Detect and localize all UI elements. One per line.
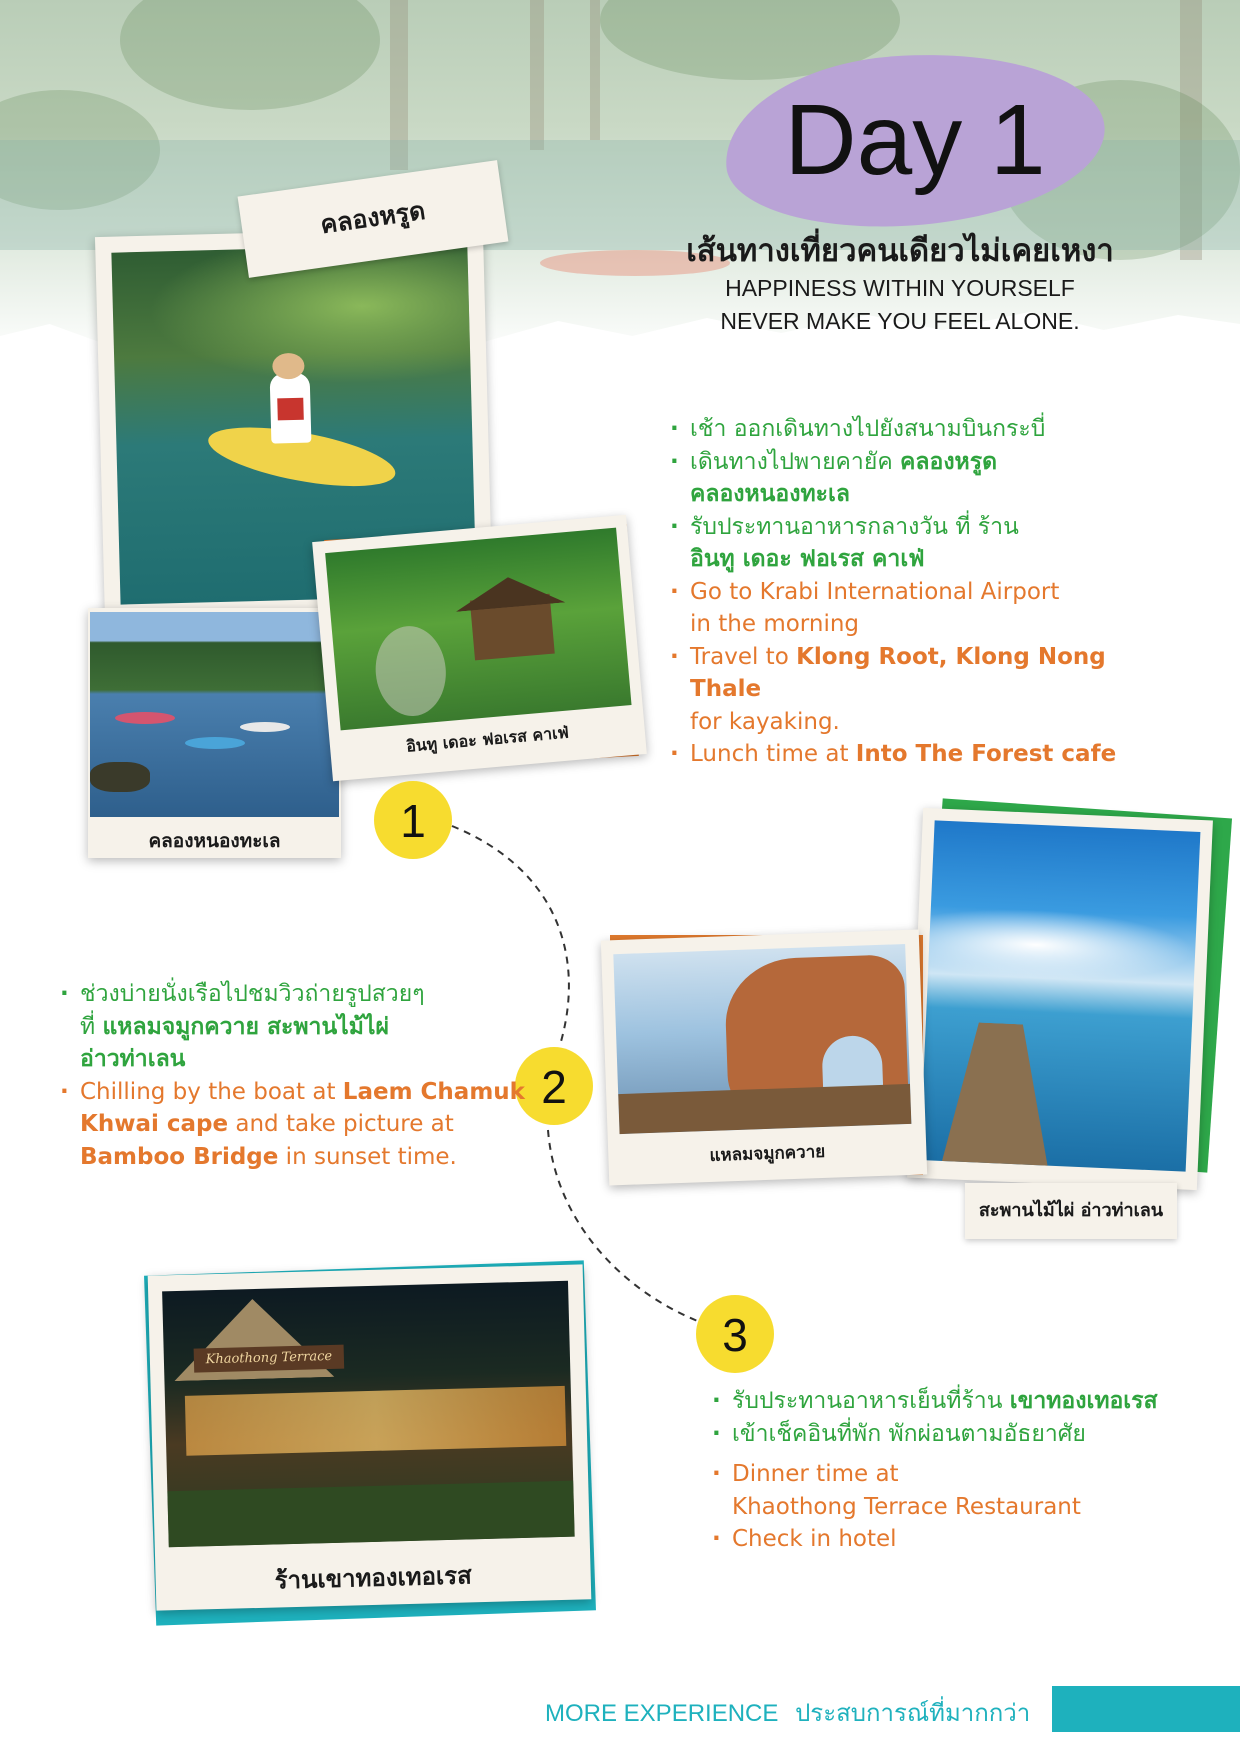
section2-item-th1: · ช่วงบ่ายนั่งเรือไปชมวิวถ่ายรูปสวยๆ ที่ แหลมจมูกควาย สะพานไม้ไผ่ อ่าวท่าเลน — [60, 978, 530, 1076]
day-title: Day 1 — [784, 84, 1046, 196]
footer-accent-bar — [1052, 1686, 1240, 1732]
stop-1-badge: 1 — [374, 781, 452, 859]
section1-item-en1: · Go to Krabi International Airport in the morning — [670, 576, 1170, 641]
stop-3-badge: 3 — [696, 1295, 774, 1373]
restaurant-sign: Khaothong Terrace — [194, 1345, 345, 1373]
photo-laem-chamuk — [601, 930, 927, 1186]
caption-into-forest-cafe: อินทู เดอะ ฟอเรส คาเฟ่ — [405, 722, 570, 756]
caption-khlong-nong-thale: คลองหนองทะเล — [148, 830, 281, 852]
footer-eng: MORE EXPERIENCE — [545, 1700, 779, 1727]
caption-laem-chamuk: แหลมจมูกควาย — [709, 1141, 826, 1166]
label-bamboo-bridge-text: สะพานไม้ไผ่ อ่าวท่าเลน — [978, 1200, 1164, 1221]
section3-item-th2: · เข้าเช็คอินที่พัก พักผ่อนตามอัธยาศัย — [712, 1418, 1232, 1451]
section1-item-en2: · Travel to Klong Root, Klong Nong Thale for kayaking. — [670, 641, 1170, 739]
section3-item-en2: · Check in hotel — [712, 1523, 1232, 1556]
section1-item-th3: · รับประทานอาหารกลางวัน ที่ ร้าน อินทู เดอะ ฟอเรส คาเฟ่ — [670, 511, 1170, 576]
rock-arch-image — [613, 944, 911, 1134]
photo-khaothong-terrace — [148, 1264, 592, 1610]
bamboo-bridge-image — [920, 820, 1201, 1171]
label-bamboo-bridge — [965, 1183, 1177, 1239]
stop-2-badge: 2 — [515, 1047, 593, 1125]
section3-list — [712, 1385, 1232, 1556]
english-subtitle-line2: NEVER MAKE YOU FEEL ALONE. — [720, 308, 1080, 334]
english-subtitle-line1: HAPPINESS WITHIN YOURSELF — [725, 275, 1075, 301]
thai-subtitle: เส้นทางเที่ยวคนเดียวไม่เคยเหงา — [686, 233, 1114, 269]
footer-thai: ประสบการณ์ที่มากกว่า — [795, 1700, 1031, 1727]
restaurant-night-image — [162, 1281, 575, 1548]
caption-khaothong-terrace: ร้านเขาทองเทอเรส — [274, 1561, 473, 1595]
section1-item-th2: · เดินทางไปพายคายัค คลองหรูด คลองหนองทะเล — [670, 446, 1170, 511]
section1-item-th1: · เช้า ออกเดินทางไปยังสนามบินกระบี่ — [670, 413, 1170, 446]
section1-item-en3: · Lunch time at Into The Forest cafe — [670, 738, 1170, 771]
section2-item-en1: · Chilling by the boat at Laem Chamuk Khwai cape and take picture at Bamboo Bridge in sunset time. — [60, 1076, 530, 1174]
footer-tagline — [545, 1693, 1030, 1732]
label-khlong-root-text: คลองหรูด — [318, 195, 427, 240]
photo-bamboo-bridge — [907, 808, 1213, 1190]
section2-list — [60, 978, 530, 1173]
section3-item-th1: · รับประทานอาหารเย็นที่ร้าน เขาทองเทอเรส — [712, 1385, 1232, 1418]
section3-item-en1: · Dinner time at Khaothong Terrace Restaurant — [712, 1458, 1232, 1523]
